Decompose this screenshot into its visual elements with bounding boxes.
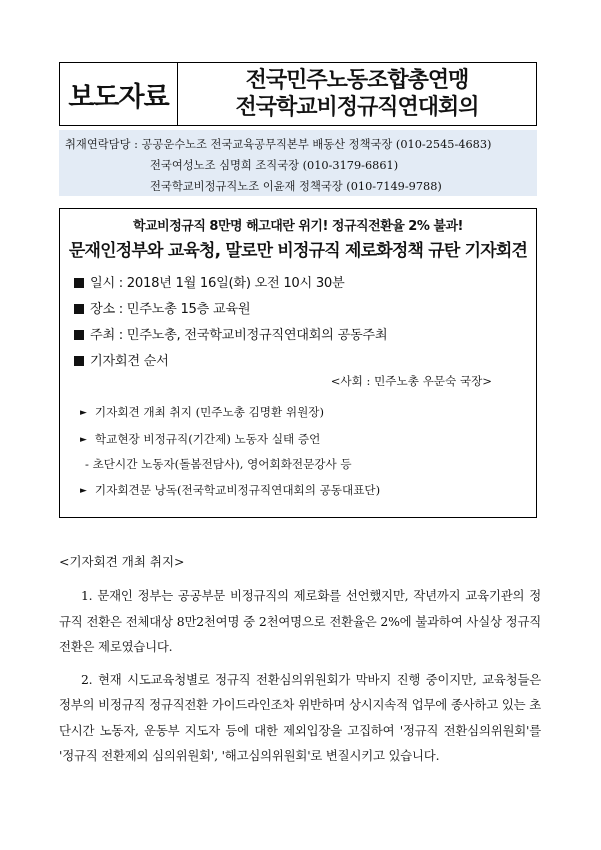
contact-line: 취재연락담당 : 공공운수노조 전국교육공무직본부 배동산 정책국장 (010-2545-4683) bbox=[65, 138, 492, 151]
square-bullet-icon bbox=[74, 330, 84, 340]
body-paragraph: 2. 현재 시도교육청별로 정규직 전환심의위원회가 막바지 진행 중이지만, 교육청들은 정부의 비정규직 정규직전환 가이드라인조차 위반하며 상시지속적 업무에 종사하고 있는 초단시간 노동자, 운동부 지도자 등에 대한 제외입장을 고집하여 '정규직 전환심의위원회'를 '정규직 전환제외 심의위원회', '해고심의위원회'로 변질시키고 있습니다. bbox=[59, 671, 541, 763]
agenda-subitem: - 초단시간 노동자(돌봄전담사), 영어회화전문강사 등 bbox=[85, 457, 352, 471]
press-release-badge: 보도자료 bbox=[60, 63, 178, 125]
detail-order: 기자회견 순서 bbox=[74, 349, 387, 375]
section-title: <기자회견 개최 취지> bbox=[59, 554, 185, 569]
contact-line: 전국학교비정규직노조 이윤재 정책국장 (010-7149-9788) bbox=[150, 180, 442, 193]
org-name-school-union: 전국학교비정규직연대회의 bbox=[235, 95, 479, 120]
detail-date: 일시 : 2018년 1월 16일(화) 오전 10시 30분 bbox=[74, 271, 387, 297]
body-paragraph: 1. 문재인 정부는 공공부문 비정규직의 제로화를 선언했지만, 작년까지 교육기관의 정규직 전환은 전체대상 8만2천여명 중 2천여명으로 전환율은 2%에 불과하여 사실상 정규직 전환은 제로였습니다. bbox=[59, 588, 541, 654]
org-name-kctu: 전국민주노동조합총연맹 bbox=[245, 68, 469, 93]
agenda-item: ► 기자회견문 낭독(전국학교비정규직연대회의 공동대표단) bbox=[80, 483, 381, 497]
detail-host: 주최 : 민주노총, 전국학교비정규직연대회의 공동주최 bbox=[74, 323, 387, 349]
contact-line: 전국여성노조 심명희 조직국장 (010-3179-6861) bbox=[150, 159, 399, 172]
detail-location: 장소 : 민주노총 15층 교육원 bbox=[74, 297, 387, 323]
press-release-header bbox=[59, 62, 537, 126]
press-release-body bbox=[59, 552, 541, 776]
organization-names bbox=[178, 63, 536, 125]
agenda-item: ► 학교현장 비정규직(기간제) 노동자 실태 증언 bbox=[80, 432, 321, 446]
triangle-bullet-icon: ► bbox=[80, 435, 87, 445]
triangle-bullet-icon: ► bbox=[80, 408, 87, 418]
emcee-note: <사회 : 민주노총 우문숙 국장> bbox=[330, 374, 492, 388]
event-details bbox=[74, 271, 387, 375]
agenda-item: ► 기자회견 개최 취지 (민주노총 김명환 위원장) bbox=[80, 405, 324, 419]
square-bullet-icon bbox=[74, 278, 84, 288]
agenda-list bbox=[80, 399, 380, 504]
contact-box bbox=[59, 130, 537, 196]
square-bullet-icon bbox=[74, 304, 84, 314]
triangle-bullet-icon: ► bbox=[80, 486, 87, 496]
event-info-box bbox=[59, 208, 537, 518]
subheadline: 학교비정규직 8만명 해고대란 위기! 정규직전환율 2% 불과! bbox=[133, 219, 463, 234]
square-bullet-icon bbox=[74, 356, 84, 366]
headline: 문재인정부와 교육청, 말로만 비정규직 제로화정책 규탄 기자회견 bbox=[68, 241, 528, 261]
